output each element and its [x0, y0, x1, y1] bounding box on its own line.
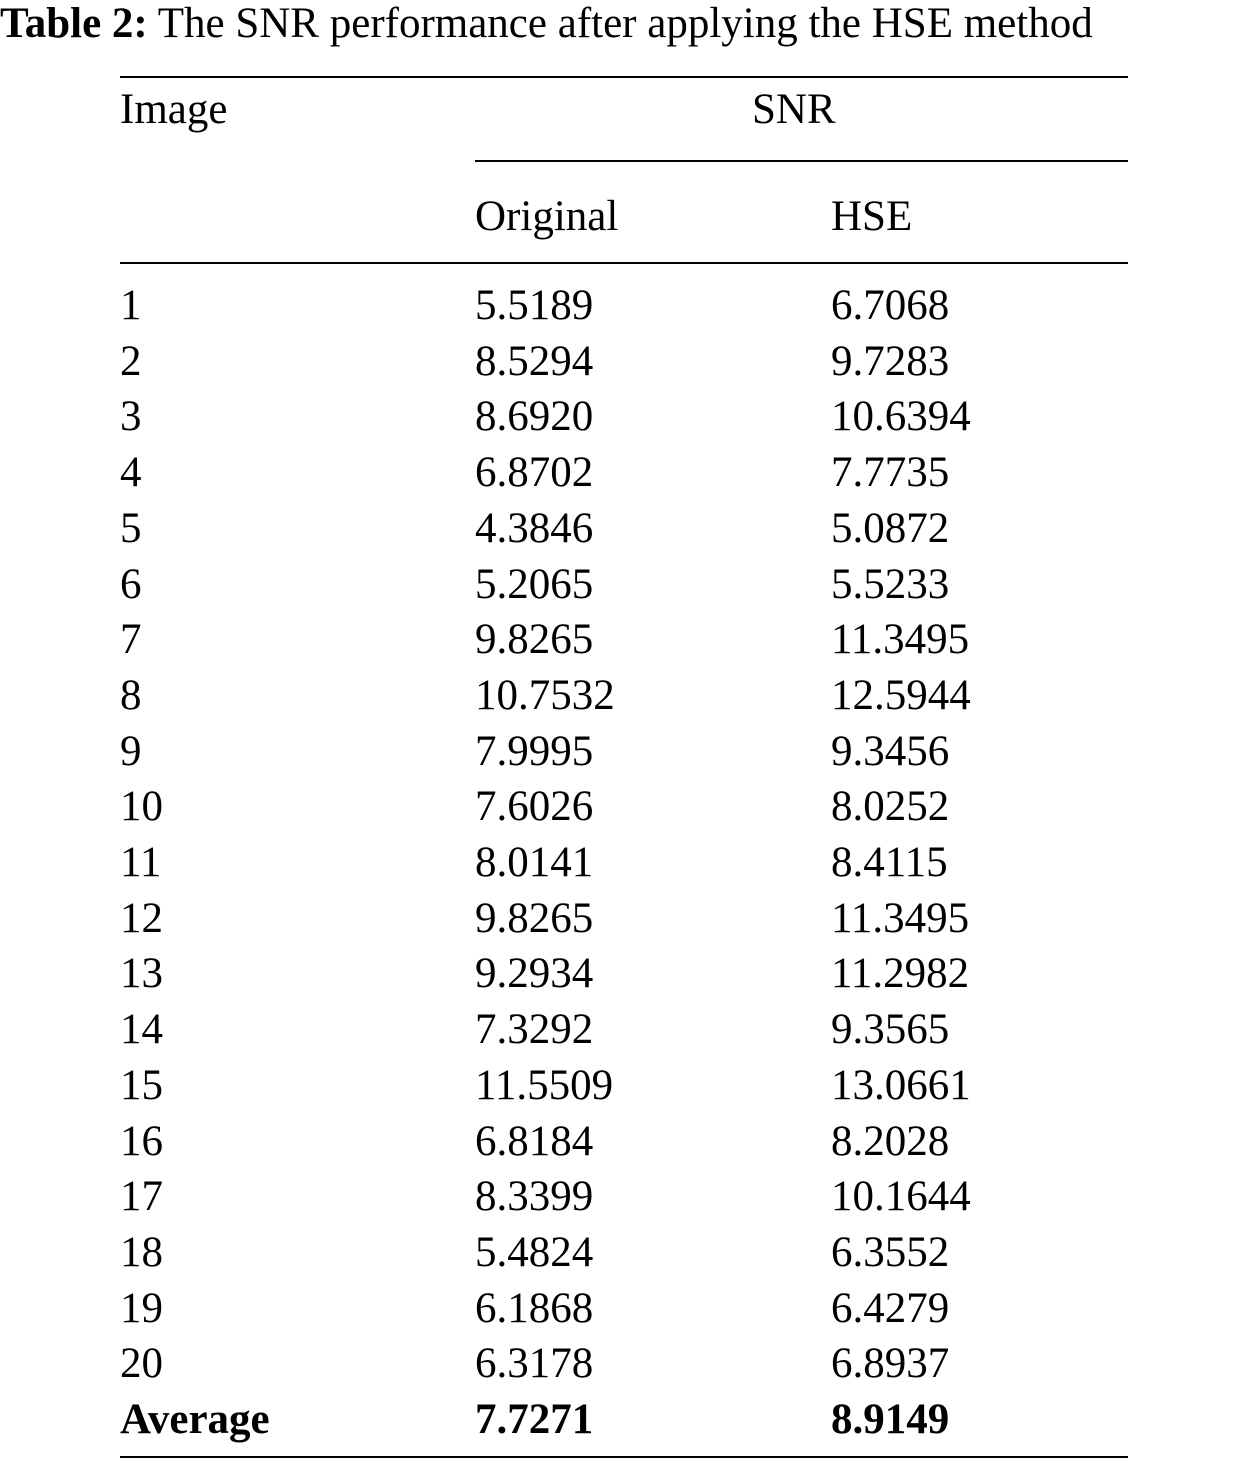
cell-image: 1: [120, 282, 142, 329]
header-snr: SNR: [752, 86, 836, 133]
cell-original: 7.6026: [475, 783, 594, 830]
table-caption-label: Table 2:: [0, 0, 148, 47]
cell-image: 14: [120, 1006, 163, 1053]
cell-image: 10: [120, 783, 163, 830]
cell-image: 16: [120, 1118, 163, 1165]
cell-image: 8: [120, 672, 142, 719]
cell-hse: 5.5233: [831, 561, 950, 608]
cell-original: 10.7532: [475, 672, 615, 719]
cell-hse: 6.8937: [831, 1340, 950, 1387]
cell-original: 6.8184: [475, 1118, 594, 1165]
cell-image: 6: [120, 561, 142, 608]
cell-image: 2: [120, 338, 142, 385]
cell-image: 9: [120, 728, 142, 775]
cell-original: 9.2934: [475, 950, 594, 997]
snr-group-rule: [475, 160, 1128, 162]
cell-hse: 9.3565: [831, 1006, 950, 1053]
cell-original: 8.0141: [475, 839, 594, 886]
cell-hse: 8.2028: [831, 1118, 950, 1165]
cell-image: 18: [120, 1229, 163, 1276]
cell-image: 5: [120, 505, 142, 552]
bottom-rule: [120, 1456, 1128, 1458]
cell-original: 11.5509: [475, 1062, 614, 1109]
cell-image: 4: [120, 449, 142, 496]
cell-hse: 8.4115: [831, 839, 948, 886]
cell-original: 7.7271: [475, 1396, 594, 1443]
cell-original: 9.8265: [475, 895, 594, 942]
table-caption-text: The SNR performance after applying the HSE method: [157, 0, 1093, 47]
cell-image: 17: [120, 1173, 163, 1220]
cell-original: 5.2065: [475, 561, 594, 608]
cell-image: 3: [120, 393, 142, 440]
cell-image: Average: [120, 1396, 270, 1443]
cell-hse: 11.2982: [831, 950, 970, 997]
cell-original: 6.8702: [475, 449, 594, 496]
cell-image: 12: [120, 895, 163, 942]
cell-hse: 8.9149: [831, 1396, 950, 1443]
cell-image: 7: [120, 616, 142, 663]
cell-original: 8.3399: [475, 1173, 594, 1220]
cell-image: 20: [120, 1340, 163, 1387]
cell-hse: 9.3456: [831, 728, 950, 775]
cell-image: 19: [120, 1285, 163, 1332]
cell-hse: 8.0252: [831, 783, 950, 830]
cell-original: 6.1868: [475, 1285, 594, 1332]
cell-image: 11: [120, 839, 162, 886]
cell-hse: 13.0661: [831, 1062, 971, 1109]
cell-original: 8.6920: [475, 393, 594, 440]
cell-original: 7.9995: [475, 728, 594, 775]
cell-hse: 6.4279: [831, 1285, 950, 1332]
cell-original: 7.3292: [475, 1006, 594, 1053]
header-hse: HSE: [831, 193, 913, 240]
header-rule: [120, 262, 1128, 264]
cell-original: 5.5189: [475, 282, 594, 329]
cell-hse: 9.7283: [831, 338, 950, 385]
cell-original: 4.3846: [475, 505, 594, 552]
cell-hse: 10.1644: [831, 1173, 971, 1220]
cell-image: 13: [120, 950, 163, 997]
cell-original: 5.4824: [475, 1229, 594, 1276]
cell-hse: 10.6394: [831, 393, 971, 440]
cell-hse: 12.5944: [831, 672, 971, 719]
cell-image: 15: [120, 1062, 163, 1109]
cell-original: 9.8265: [475, 616, 594, 663]
cell-original: 6.3178: [475, 1340, 594, 1387]
header-image: Image: [120, 86, 228, 133]
table-caption: [0, 0, 1249, 48]
cell-hse: 6.3552: [831, 1229, 950, 1276]
cell-hse: 11.3495: [831, 895, 970, 942]
header-original: Original: [475, 193, 619, 240]
top-rule: [120, 76, 1128, 78]
cell-hse: 6.7068: [831, 282, 950, 329]
cell-hse: 7.7735: [831, 449, 950, 496]
cell-hse: 5.0872: [831, 505, 950, 552]
cell-original: 8.5294: [475, 338, 594, 385]
cell-hse: 11.3495: [831, 616, 970, 663]
